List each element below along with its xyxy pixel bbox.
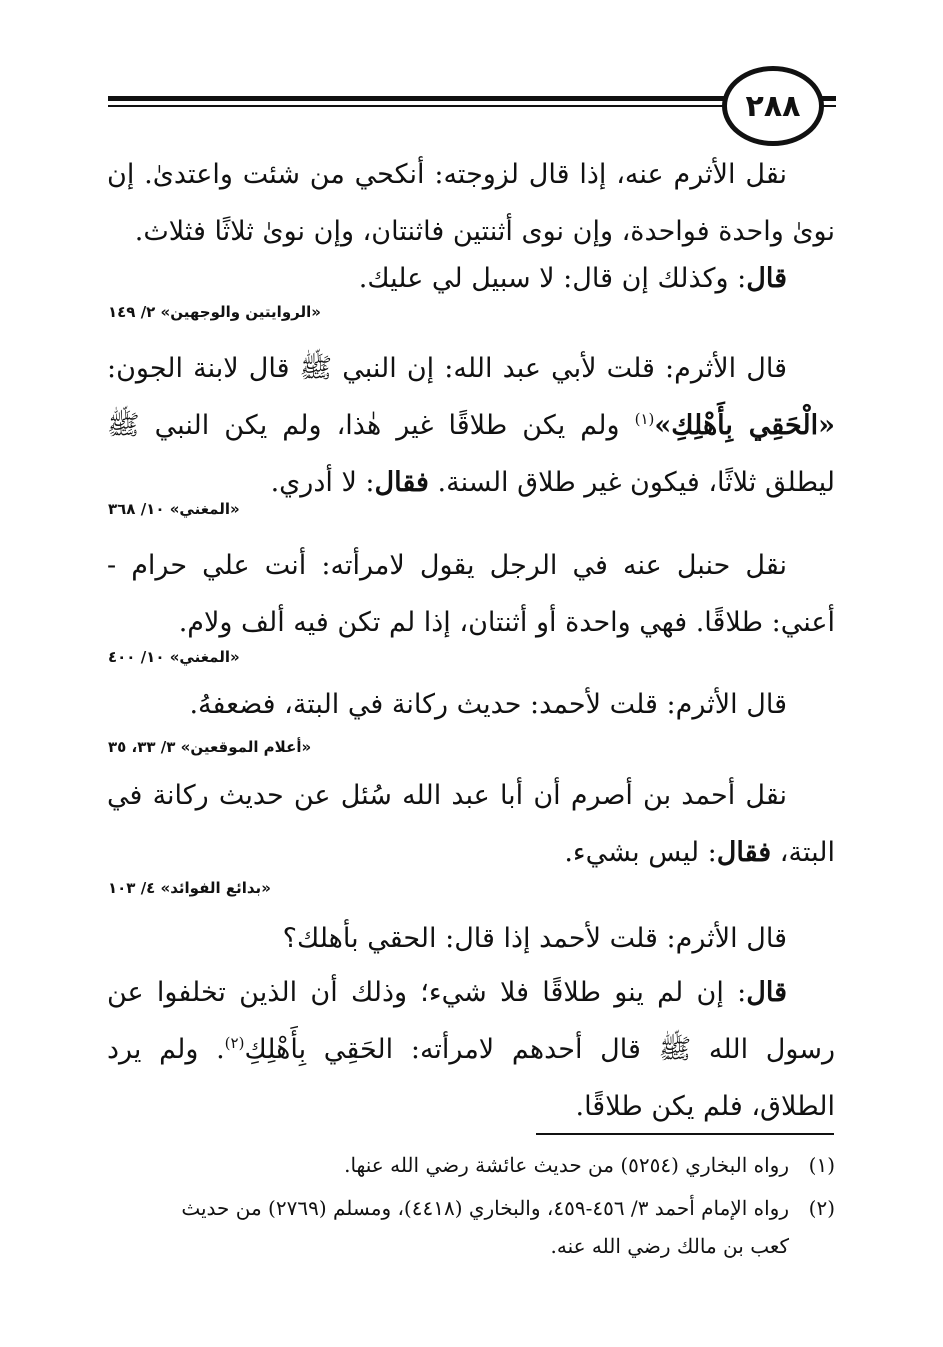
paragraph-4-line-1: نقل حنبل عنه في الرجل يقول لامرأته: أنت علي حرام - أعني: [107, 550, 835, 638]
paragraph-1 [107, 146, 835, 260]
footnote-text: رواه الإمام أحمد ٣/ ٤٥٦-٤٥٩، والبخاري (٤٤١٨)، ومسلم (٢٧٦٩) من حديث [181, 1196, 789, 1220]
paragraph-7-line-1: قال الأثرم: قلت لأحمد إذا قال: الحقي بأهلك؟ [282, 923, 787, 954]
footnote-separator [536, 1133, 834, 1135]
source-citation-2 [108, 500, 836, 518]
paragraph-3-line-3: ثلاثًا، فيكون غير طلاق السنة. [428, 467, 757, 498]
paragraph-3-line-4: : لا أدري. [270, 467, 375, 498]
page-number: ٢٨٨ [722, 66, 824, 146]
source-citation-5 [108, 879, 836, 897]
paragraph-6 [107, 767, 835, 881]
paragraph-6-line-1: نقل أحمد بن أصرم أن أبا عبد الله سُئل عن حديث ركانة في البتة، [107, 780, 835, 868]
bold-lead-faqala: فقال [374, 467, 429, 498]
paragraph-3 [107, 340, 835, 511]
paragraph-5-line-1: قال الأثرم: قلت لأحمد: حديث ركانة في البتة، فضعفهُ. [189, 689, 787, 720]
paragraph-2 [107, 250, 835, 307]
source-citation-text: «أعلام الموقعين» ٣/ ٣٣، ٣٥ [108, 738, 312, 756]
footnote-ref-1[interactable]: (١) [634, 410, 655, 428]
source-citation-4 [108, 738, 836, 756]
source-citation-text: «بدائع الفوائد» ٤/ ١٠٣ [108, 879, 271, 897]
source-citation-1 [108, 303, 836, 321]
footnote-2 [107, 1189, 835, 1265]
paragraph-4 [107, 537, 835, 651]
source-citation-text: «المغني» ١٠/ ٣٦٨ [108, 500, 240, 518]
paragraph-8-text-2: . ولم يرد الطلاق، فلم يكن طلاقًا. [107, 1034, 835, 1122]
paragraph-2-text: : وكذلك إن قال: لا سبيل لي عليك. [358, 263, 747, 294]
paragraph-5 [107, 676, 835, 733]
paragraph-6-line-2: : ليس بشيء. [564, 837, 717, 868]
footnote-text: رواه البخاري (٥٢٥٤) من حديث عائشة رضي الله عنها. [344, 1153, 789, 1177]
source-citation-text: «المغني» ١٠/ ٤٠٠ [108, 648, 240, 666]
bold-lead-qala: قال [746, 263, 787, 294]
footnote-number: (١) [808, 1153, 835, 1177]
footnote-continuation: كعب بن مالك رضي الله عنه. [550, 1234, 789, 1258]
bold-lead-qala: قال [746, 977, 787, 1008]
source-citation-3 [108, 648, 836, 666]
footnote-ref-2[interactable]: (٢) [224, 1034, 245, 1052]
paragraph-3-line-1: قال الأثرم: قلت لأبي عبد الله: إن النبي ﷺ قال لابنة الجون: [107, 353, 787, 384]
footnote-1 [107, 1146, 835, 1184]
hadith-quote: الحَقِي بِأَهْلِكِ [244, 1034, 394, 1065]
hadith-quote: «الْحَقِي بِأَهْلِكِ» [654, 410, 835, 441]
bold-lead-faqala: فقال [716, 837, 772, 868]
footnote-number: (٢) [808, 1196, 835, 1220]
paragraph-8-text-1: : إن لم ينو طلاقًا فلا شيء؛ وذلك أن الذين تخلفوا عن رسول الله ﷺ قال أحدهم لامرأته: [107, 977, 835, 1065]
paragraph-4-line-2: طلاقًا. فهي واحدة أو أثنتان، إذا لم تكن فيه ألف ولام. [178, 607, 764, 638]
paragraph-1-line-1: نقل الأثرم عنه، إذا قال لزوجته: أنكحي من شئت واعتدىٰ. إن نوىٰ [107, 159, 835, 247]
source-citation-text: «الروايتين والوجهين» ٢/ ١٤٩ [108, 303, 321, 321]
paragraph-8 [107, 964, 835, 1135]
paragraph-7 [107, 910, 835, 967]
paragraph-1-line-2: واحدة فواحدة، وإن نوى أثنتين فاثنتان، وإن نوىٰ ثلاثًا فثلاث. [134, 216, 784, 247]
paragraph-3-line-2: ولم يكن طلاقًا غير هٰذا، ولم يكن النبي ﷺ ليطلق [107, 410, 835, 498]
